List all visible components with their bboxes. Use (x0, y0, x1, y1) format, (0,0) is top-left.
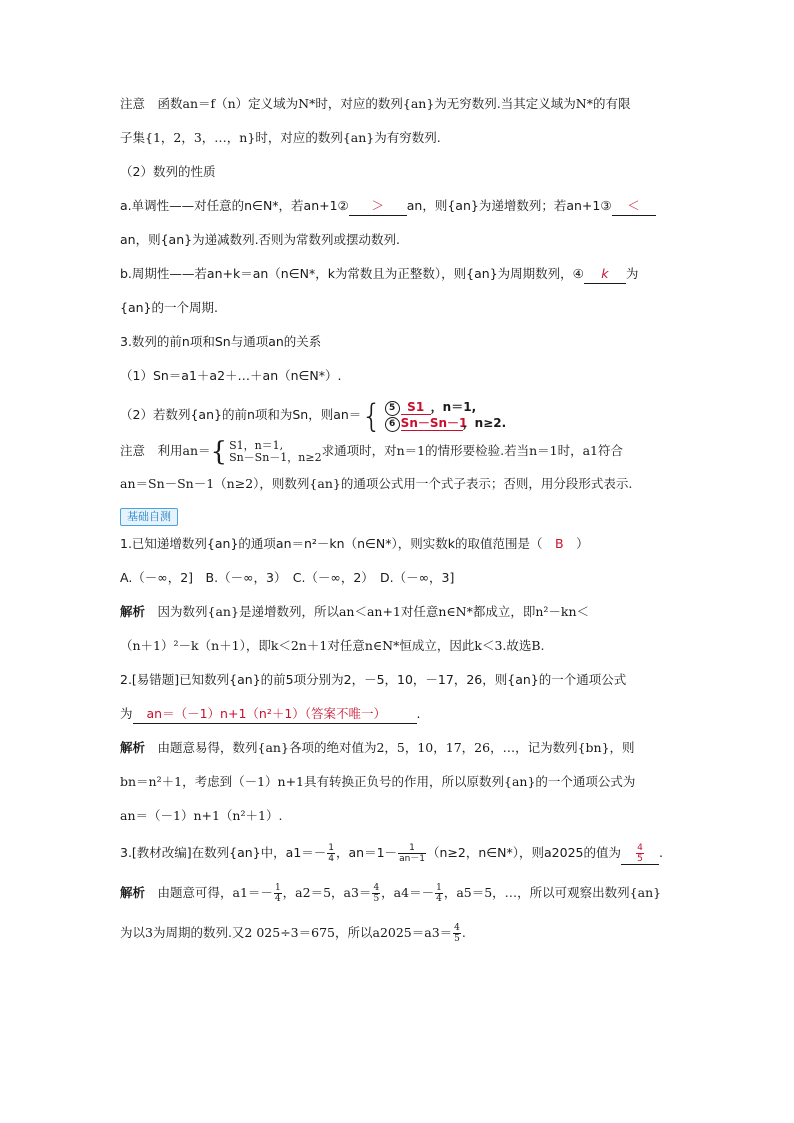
question-3-solution-line-1: 解析 由题意可得，a1＝－ $\frac{1}{4}$ ，a2＝5，a3＝ $\frac{4}{5}$ ，a4＝－ $\frac{1}{4}$ ，a5＝5，…，所以可观察出数列{an} (120, 883, 662, 904)
section-3-heading: 3.数列的前n项和Sn与通项an的关系 (120, 334, 322, 349)
blank-3: ＜ (612, 197, 656, 216)
question-2-answer-line: 为 an＝（－1）n+1（n²＋1）（答案不唯一） . (120, 702, 680, 726)
section-3-item-1: （1）Sn＝a1＋a2＋…＋an（n∈N*）. (120, 368, 342, 383)
question-1-options: A.（－∞，2] B.（－∞，3） C.（－∞，2） D.（－∞，3] (120, 570, 455, 585)
note-2-line-1: 注意 利用an＝ { S1，n＝1, Sn－Sn－1，n≥2 求通项时，对n＝1的情形要检验.若当n＝1时，a1符合 (120, 436, 623, 467)
question-3-answer-blank: $\frac{4}{5}$ (621, 843, 659, 865)
question-1-stem: 1.已知递增数列{an}的通项an＝n²－kn（n∈N*），则实数k的取值范围是（ B ） (120, 536, 589, 551)
question-2-solution-line-3: an＝（－1）n+1（n²＋1）. (120, 808, 283, 823)
blank-2: ＞ (349, 197, 407, 216)
periodic-line: b.周期性——若an+k＝an（n∈N*，k为常数且为正整数），则{an}为周期数列，④ k 为 (120, 262, 680, 286)
section-2-heading: （2）数列的性质 (120, 164, 216, 179)
note-2-line-2: an＝Sn－Sn－1（n≥2），则数列{an}的通项公式用一个式子表示；否则，用分段形式表示. (120, 476, 633, 491)
question-1-solution-line-1: 解析 因为数列{an}是递增数列，所以an＜an+1对任意n∈N*都成立，即n²－kn＜ (120, 604, 590, 619)
basic-self-test-badge-row (120, 506, 680, 526)
piecewise-formula: { 5 S1 ，n＝1, 6 Sn－Sn－1，n≥2. (361, 396, 507, 435)
note-1-line-1: 注意 函数an＝f（n）定义域为N*时，对应的数列{an}为无穷数列.当其定义域为N*的有限 (120, 96, 631, 111)
monotonic-line: a.单调性——对任意的n∈N*，若an+1② ＞ an，则{an}为递增数列；若an+1③ ＜ (120, 194, 680, 218)
question-3-solution-line-2: 为以3为周期的数列.又2 025÷3＝675，所以a2025＝a3＝ $\frac{4}{5}$ . (120, 923, 466, 944)
question-2-stem: 2.[易错题]已知数列{an}的前5项分别为2，－5，10，－17，26，则{an}的一个通项公式 (120, 672, 627, 687)
question-1-solution-line-2: （n＋1）²－k（n＋1），即k＜2n＋1对任意n∈N*恒成立，因此k＜3.故选B. (120, 638, 545, 653)
blank-4: k (584, 265, 626, 284)
question-2-answer-blank: an＝（－1）n+1（n²＋1）（答案不唯一） (133, 705, 417, 724)
section-3-item-2: （2）若数列{an}的前n项和为Sn，则an＝ { 5 S1 ，n＝1, 6 Sn－Sn－1，n≥2. (120, 396, 507, 435)
basic-self-test-badge: 基础自测 (120, 508, 178, 526)
note-1-line-2: 子集{1，2，3，…，n}时，对应的数列{an}为有穷数列. (120, 130, 441, 145)
question-3-stem: 3.[教材改编]在数列{an}中，a1＝－ $\frac{1}{4}$ ，an＝1－ $\frac{1}{an-1}$ （n≥2，n∈N*），则a2025的值为 $\frac{4}{5}$ . (120, 843, 663, 864)
monotonic-line-2: an，则{an}为递减数列.否则为常数列或摆动数列. (120, 232, 401, 247)
periodic-line-2: {an}的一个周期. (120, 300, 218, 315)
question-2-solution-line-2: bn＝n²＋1，考虑到（－1）n+1具有转换正负号的作用，所以原数列{an}的一个通项公式为 (120, 774, 636, 789)
document-body (120, 92, 680, 958)
question-2-solution-line-1: 解析 由题意易得，数列{an}各项的绝对值为2，5，10，17，26，…，记为数列{bn}，则 (120, 740, 635, 755)
